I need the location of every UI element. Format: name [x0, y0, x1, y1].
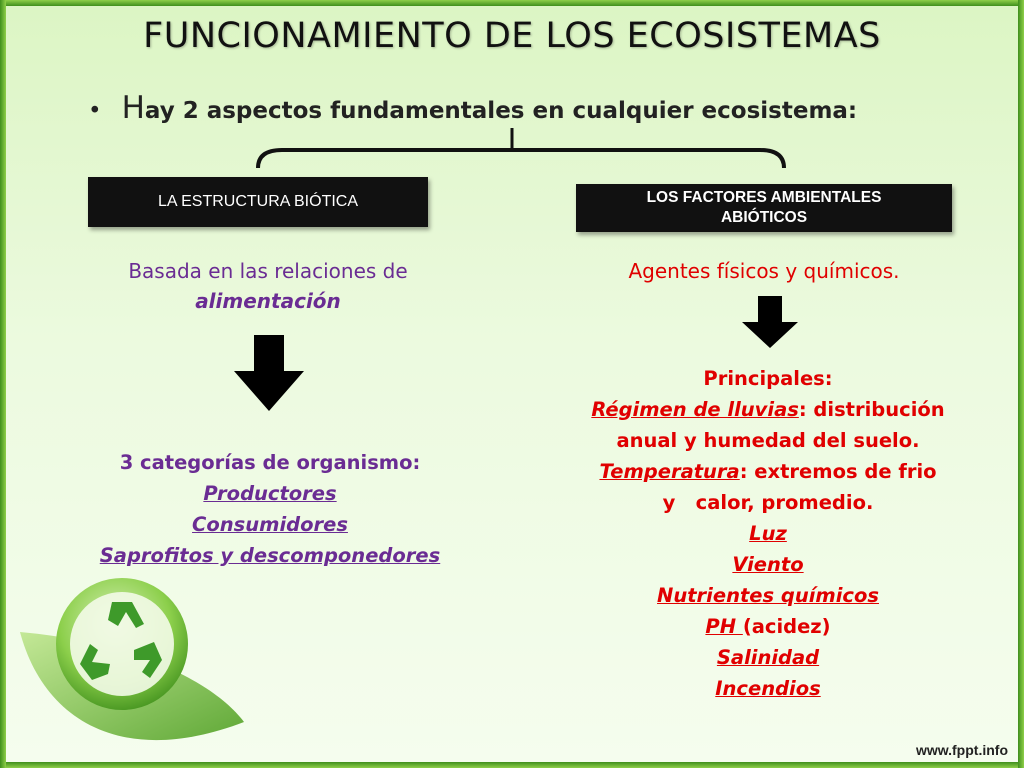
arrow-down-icon [742, 296, 798, 348]
bullet: • [88, 98, 102, 124]
categories-heading: 3 categorías de organismo: [119, 451, 421, 474]
organism-categories [60, 447, 480, 571]
factor-salinidad-line [548, 642, 988, 673]
factor-incendios: Incendios [715, 677, 821, 700]
biotic-structure-label: LA ESTRUCTURA BIÓTICA [157, 192, 359, 210]
biotic-description-text: Basada en las relaciones de [128, 259, 408, 283]
abiotic-factors-label-2: ABIÓTICOS [720, 209, 808, 226]
biotic-description-emphasis: alimentación [195, 289, 341, 313]
abiotic-description: Agentes físicos y químicos. [628, 259, 900, 283]
factor-temperatura-detail: : extremos de frio [739, 460, 937, 483]
factor-viento: Viento [732, 553, 804, 576]
factor-regimen-detail-2: anual y humedad del suelo. [616, 429, 920, 452]
abiotic-factors-box [576, 184, 952, 232]
factor-nutrientes: Nutrientes químicos [657, 584, 879, 607]
factor-temperatura-line [548, 456, 988, 487]
factor-nutrientes-line [548, 580, 988, 611]
arrow-down-icon [234, 335, 304, 411]
factor-viento-line [548, 549, 988, 580]
subtitle-initial: H [121, 90, 145, 126]
leaf-icon [14, 572, 254, 768]
category-productores: Productores [203, 482, 337, 505]
factor-ph-detail: (acidez) [742, 615, 831, 638]
factor-ph: PH [705, 615, 743, 638]
subtitle-text: ay 2 aspectos fundamentales en cualquier ecosistema: [144, 98, 858, 124]
biotic-description [88, 256, 448, 316]
slide-subtitle [88, 90, 857, 126]
footer-website: www.fppt.info [915, 742, 1008, 758]
factor-regimen: Régimen de lluvias [591, 398, 799, 421]
principales-heading: Principales: [703, 367, 833, 390]
slide-border-right [1018, 0, 1024, 768]
category-consumidores: Consumidores [192, 513, 348, 536]
principal-factors [548, 363, 988, 704]
factor-luz: Luz [749, 522, 787, 545]
factor-ph-line [548, 611, 988, 642]
factor-incendios-line [548, 673, 988, 704]
slide-title: FUNCIONAMIENTO DE LOS ECOSISTEMAS [143, 16, 881, 56]
factor-luz-line [548, 518, 988, 549]
factor-temperatura: Temperatura [599, 460, 740, 483]
biotic-structure-box [88, 177, 428, 227]
category-saprofitos: Saprofitos y descomponedores [99, 544, 441, 567]
factor-regimen-detail: : distribución [798, 398, 945, 421]
abiotic-factors-label-1: LOS FACTORES AMBIENTALES [646, 188, 882, 206]
factor-salinidad: Salinidad [716, 646, 820, 669]
factor-temperatura-detail-2: y calor, promedio. [662, 491, 874, 514]
factor-regimen-line [548, 394, 988, 425]
